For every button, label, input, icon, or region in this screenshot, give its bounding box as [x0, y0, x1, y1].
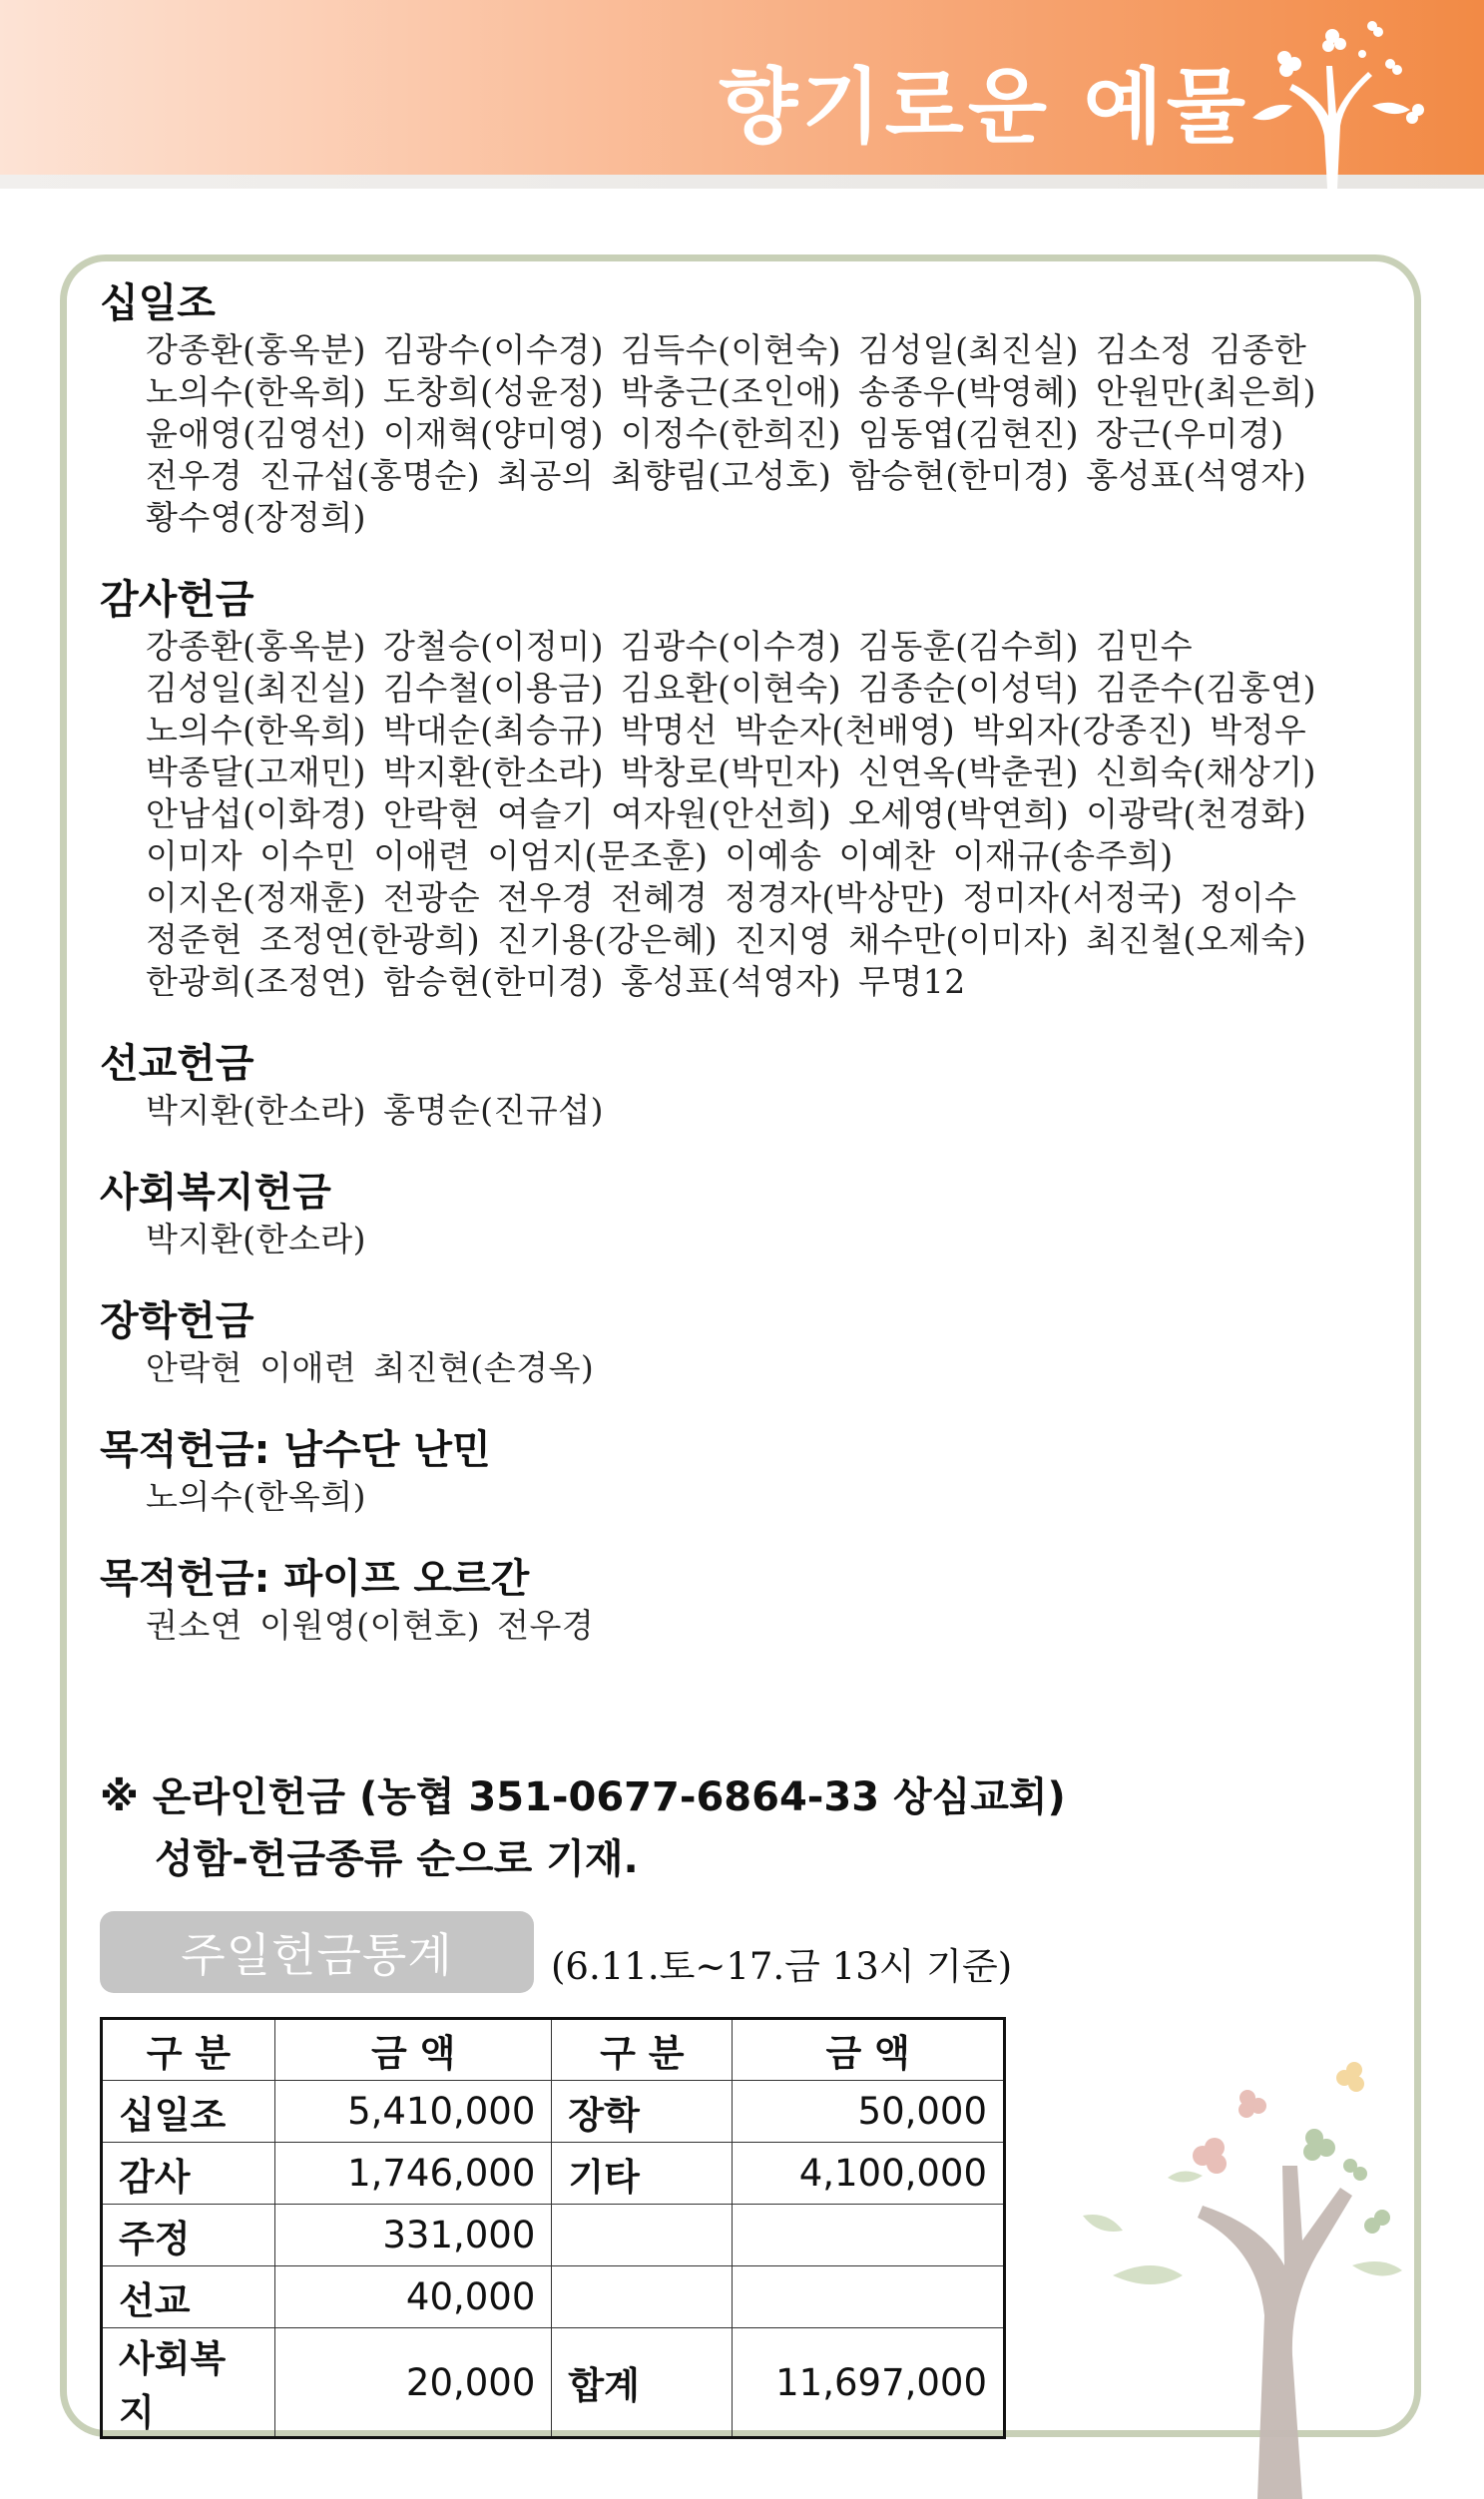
donor-line: 황수영(장정희) [146, 498, 367, 537]
table-row [102, 2143, 1005, 2205]
column-header: 구 분 [102, 2019, 275, 2081]
category-cell: 십일조 [102, 2081, 275, 2143]
category-cell: 사회복지 [102, 2328, 275, 2438]
donor-line: 노의수(한옥희) 도창희(성윤정) 박충근(조인애) 송종우(박영혜) 안원만(최은희) [146, 372, 1317, 411]
category-cell: 장학 [552, 2081, 733, 2143]
thanks-offering-section [100, 574, 1387, 1003]
category-cell: 합계 [552, 2328, 733, 2438]
donor-line: 한광희(조정연) 함승현(한미경) 홍성표(석영자) 무명12 [146, 962, 966, 1001]
offering-stats-table [100, 2017, 1006, 2439]
offering-list [100, 277, 1387, 1682]
donor-line: 이지온(정재훈) 전광순 전우경 전혜경 정경자(박상만) 정미자(서정국) 정이수 [146, 878, 1297, 917]
amount-cell: 40,000 [274, 2266, 551, 2328]
category-cell [552, 2205, 733, 2266]
amount-cell: 11,697,000 [733, 2328, 1005, 2438]
organ-offering-section [100, 1553, 1387, 1647]
tree-logo-icon [1233, 6, 1432, 189]
donor-line: 이미자 이수민 이애련 이엄지(문조훈) 이예송 이예찬 이재규(송주희) [146, 836, 1174, 875]
section-title: 감사헌금 [100, 577, 254, 623]
donor-line: 노의수(한옥희) [146, 1477, 367, 1516]
section-title: 선교헌금 [100, 1041, 254, 1087]
donor-line: 노의수(한옥희) 박대순(최승규) 박명선 박순자(천배영) 박외자(강종진) 박정우 [146, 711, 1307, 750]
tree-illustration-icon [1053, 2026, 1452, 2499]
donor-line: 박지환(한소라) [146, 1220, 367, 1258]
amount-cell [733, 2266, 1005, 2328]
donor-line: 박종달(고재민) 박지환(한소라) 박창로(박민자) 신연옥(박춘권) 신희숙(채상기) [146, 752, 1317, 791]
column-header: 금 액 [733, 2019, 1005, 2081]
online-note-line: 성함-헌금종류 순으로 기재. [155, 1836, 639, 1882]
section-title: 목적헌금: 남수단 난민 [100, 1427, 491, 1473]
scholarship-offering-section [100, 1295, 1387, 1389]
stats-badge: 주일헌금통계 [100, 1911, 534, 1993]
amount-cell: 331,000 [274, 2205, 551, 2266]
donor-line: 권소연 이원영(이현호) 전우경 [146, 1606, 595, 1645]
donor-line: 윤애영(김영선) 이재혁(양미영) 이정수(한희진) 임동엽(김현진) 장근(우미경) [146, 414, 1284, 453]
amount-cell [733, 2205, 1005, 2266]
section-title: 십일조 [100, 280, 216, 326]
donor-line: 박지환(한소라) 홍명순(진규섭) [146, 1091, 605, 1130]
section-title: 사회복지헌금 [100, 1170, 331, 1216]
donor-line: 전우경 진규섭(홍명순) 최공의 최향림(고성호) 함승현(한미경) 홍성표(석영자) [146, 456, 1307, 495]
category-cell: 선교 [102, 2266, 275, 2328]
donor-line: 강종환(홍옥분) 김광수(이수경) 김득수(이현숙) 김성일(최진실) 김소정 김종한 [146, 330, 1307, 369]
online-offering-note [100, 1766, 1347, 1890]
table-row [102, 2205, 1005, 2266]
amount-cell: 20,000 [274, 2328, 551, 2438]
donor-line: 안남섭(이화경) 안락현 여슬기 여자원(안선희) 오세영(박연희) 이광락(천경화) [146, 794, 1307, 833]
category-cell: 감사 [102, 2143, 275, 2205]
donor-line: 정준현 조정연(한광희) 진기용(강은혜) 진지영 채수만(이미자) 최진철(오제숙) [146, 920, 1307, 959]
section-title: 장학헌금 [100, 1298, 254, 1344]
online-note-line: ※ 온라인헌금 (농협 351-0677-6864-33 상심교회) [100, 1774, 1066, 1820]
amount-cell: 5,410,000 [274, 2081, 551, 2143]
amount-cell: 1,746,000 [274, 2143, 551, 2205]
table-row [102, 2081, 1005, 2143]
mission-offering-section [100, 1038, 1387, 1132]
welfare-offering-section [100, 1167, 1387, 1260]
page-title: 향기로운 예물 [719, 60, 1249, 155]
amount-cell: 50,000 [733, 2081, 1005, 2143]
table-header-row [102, 2019, 1005, 2081]
section-title: 목적헌금: 파이프 오르간 [100, 1556, 530, 1602]
refugee-offering-section [100, 1424, 1387, 1518]
category-cell [552, 2266, 733, 2328]
category-cell: 기타 [552, 2143, 733, 2205]
tithe-section [100, 277, 1387, 539]
category-cell: 주정 [102, 2205, 275, 2266]
table-row [102, 2328, 1005, 2438]
donor-line: 안락현 이애련 최진현(손경옥) [146, 1348, 595, 1387]
column-header: 금 액 [274, 2019, 551, 2081]
column-header: 구 분 [552, 2019, 733, 2081]
stats-period: (6.11.토~17.금 13시 기준) [551, 1945, 1013, 1988]
amount-cell: 4,100,000 [733, 2143, 1005, 2205]
donor-line: 강종환(홍옥분) 강철승(이정미) 김광수(이수경) 김동훈(김수희) 김민수 [146, 627, 1194, 666]
table-row [102, 2266, 1005, 2328]
donor-line: 김성일(최진실) 김수철(이용금) 김요환(이현숙) 김종순(이성덕) 김준수(김홍연) [146, 669, 1317, 708]
